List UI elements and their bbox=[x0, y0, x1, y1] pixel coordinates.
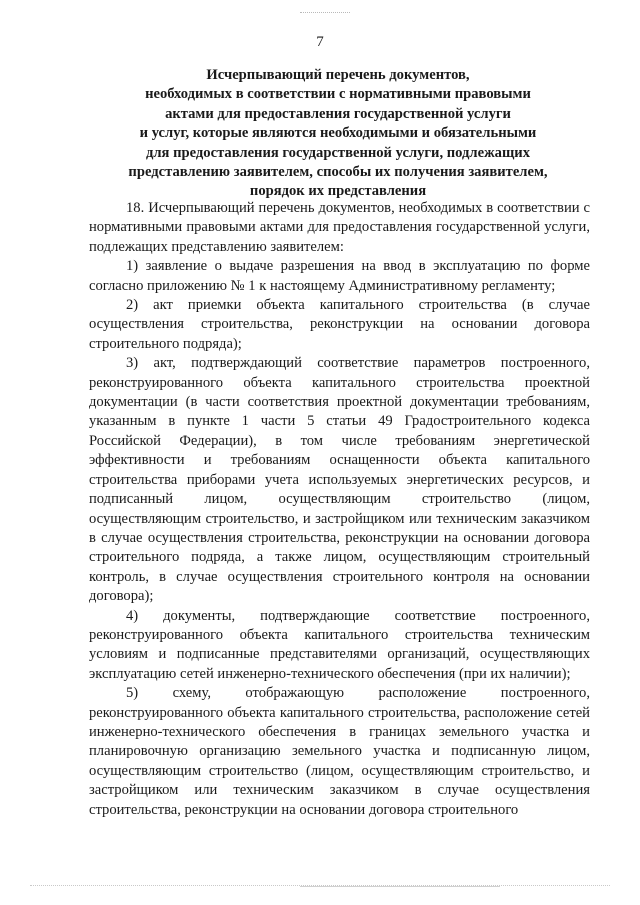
paragraph-list-item-3: 3) акт, подтверждающий соответствие параметров построенного, реконструированного объекта капитального строительства проектной документации (в части соответствия проектной документации требованиям, указанным в пункте 1 части 5 статьи 49 Градостроительного кодекса Российской Федерации), в том числе требованиям энергетической эффективности и требованиям оснащенности объекта капитального строительства приборами учета используемых энергетических ресурсов, и подписанный лицом, осуществляющим строительство (лицом, осуществляющим строительство, и застройщиком или техническим заказчиком в случае осуществления строительства, реконструкции на основании договора строительного подряда, а также лицом, осуществляющим строительный контроль, в случае осуществления строительного контроля на основании договора); bbox=[89, 355, 590, 605]
paragraph-list-item-2: 2) акт приемки объекта капитального строительства (в случае осуществления строительства, реконструкции на основании договора строительного подряда); bbox=[89, 297, 590, 352]
paragraph-item-18: 18. Исчерпывающий перечень документов, необходимых в соответствии с нормативными правовыми актами для предоставления государственной услуги, подлежащих представлению заявителем: bbox=[89, 200, 590, 255]
page-number: 7 bbox=[316, 34, 324, 50]
heading-line: Исчерпывающий перечень документов, bbox=[206, 67, 470, 83]
scan-artifact-top bbox=[300, 12, 350, 15]
scan-artifact-bottom-line bbox=[300, 886, 500, 888]
heading-line: необходимых в соответствии с нормативными правовыми bbox=[145, 86, 531, 103]
document-body bbox=[89, 199, 590, 820]
heading-line: актами для предоставления государственной услуги bbox=[165, 105, 511, 122]
paragraph-list-item-5: 5) схему, отображающую расположение построенного, реконструированного объекта капитального строительства, расположение сетей инженерно-технического обеспечения в границах земельного участка и планировочную организацию земельного участка и подписанную лицом, осуществляющим строительство (лицом, осуществляющим строительство, и застройщиком или техническим заказчиком в случае осуществления строительства, реконструкции на основании договора строительного bbox=[89, 685, 590, 818]
heading-line: порядок их представления bbox=[249, 183, 427, 200]
heading-line: и услуг, которые являются необходимыми и обязательными bbox=[139, 125, 537, 142]
section-heading bbox=[90, 66, 586, 202]
paragraph-list-item-4: 4) документы, подтверждающие соответствие построенного, реконструированного объекта капитального строительства техническим условиям и подписанные представителями организаций, осуществляющих эксплуатацию сетей инженерно-технического обеспечения (при их наличии); bbox=[89, 607, 590, 682]
heading-line: для предоставления государственной услуги, подлежащих bbox=[145, 144, 530, 161]
heading-line: представлению заявителем, способы их получения заявителем, bbox=[128, 164, 548, 181]
paragraph-list-item-1: 1) заявление о выдаче разрешения на ввод в эксплуатацию по форме согласно приложению № 1 к настоящему Административному регламенту; bbox=[89, 258, 590, 294]
